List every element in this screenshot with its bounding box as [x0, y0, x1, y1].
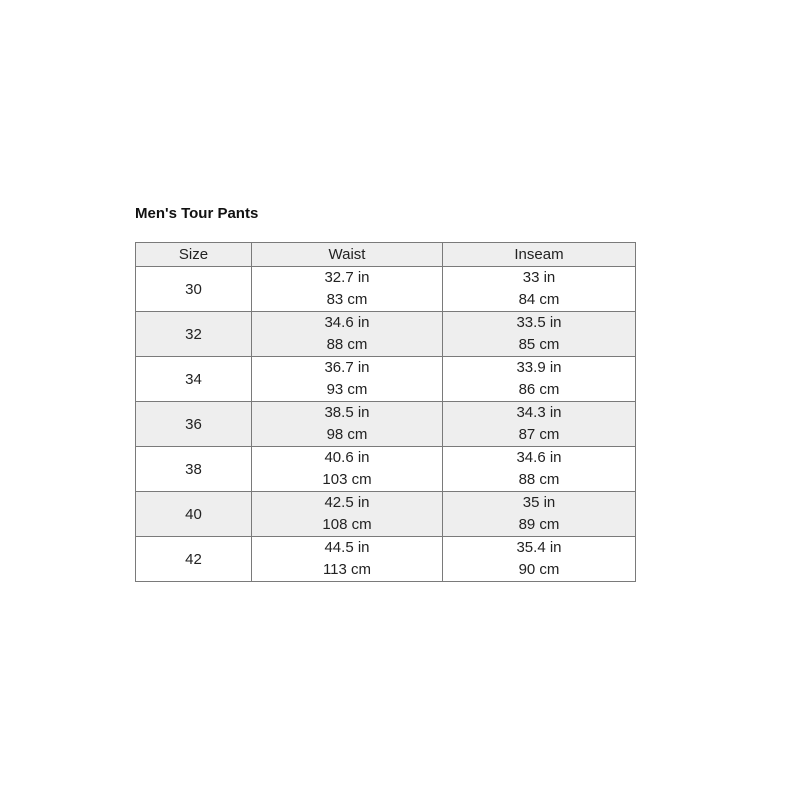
inseam-centimeters: 85 cm: [518, 336, 560, 353]
table-row: [136, 447, 636, 492]
column-header-waist: Waist: [252, 243, 443, 267]
waist-centimeters: 113 cm: [322, 561, 372, 578]
waist-cell: [252, 312, 443, 357]
inseam-inches: 33 in: [522, 269, 556, 286]
inseam-centimeters: 89 cm: [518, 516, 560, 533]
inseam-centimeters: 86 cm: [518, 381, 560, 398]
waist-inches: 42.5 in: [324, 494, 370, 511]
waist-inches: 34.6 in: [324, 314, 370, 331]
table-row: [136, 402, 636, 447]
size-cell: 32: [136, 312, 252, 357]
inseam-inches: 34.3 in: [516, 404, 562, 421]
table-row: [136, 537, 636, 582]
column-header-size: Size: [136, 243, 252, 267]
inseam-inches: 33.5 in: [516, 314, 562, 331]
inseam-cell: [443, 402, 636, 447]
inseam-centimeters: 90 cm: [518, 561, 560, 578]
waist-cell: [252, 267, 443, 312]
table-row: [136, 357, 636, 402]
inseam-centimeters: 87 cm: [518, 426, 560, 443]
inseam-cell: [443, 492, 636, 537]
size-cell: 30: [136, 267, 252, 312]
waist-centimeters: 88 cm: [326, 336, 368, 353]
waist-cell: [252, 492, 443, 537]
size-cell: 34: [136, 357, 252, 402]
waist-inches: 36.7 in: [324, 359, 370, 376]
table-row: [136, 312, 636, 357]
size-cell: 42: [136, 537, 252, 582]
size-chart-table: [135, 242, 636, 582]
waist-cell: [252, 447, 443, 492]
inseam-cell: [443, 357, 636, 402]
inseam-inches: 34.6 in: [516, 449, 562, 466]
waist-centimeters: 98 cm: [326, 426, 368, 443]
size-cell: 40: [136, 492, 252, 537]
waist-inches: 40.6 in: [324, 449, 370, 466]
inseam-inches: 33.9 in: [516, 359, 562, 376]
waist-inches: 44.5 in: [324, 539, 370, 556]
inseam-centimeters: 84 cm: [518, 291, 560, 308]
inseam-cell: [443, 537, 636, 582]
inseam-cell: [443, 447, 636, 492]
inseam-inches: 35.4 in: [516, 539, 562, 556]
inseam-centimeters: 88 cm: [518, 471, 560, 488]
waist-centimeters: 103 cm: [322, 471, 372, 488]
waist-inches: 32.7 in: [324, 269, 370, 286]
waist-inches: 38.5 in: [324, 404, 370, 421]
waist-centimeters: 83 cm: [326, 291, 368, 308]
inseam-cell: [443, 312, 636, 357]
waist-centimeters: 93 cm: [326, 381, 368, 398]
size-cell: 36: [136, 402, 252, 447]
table-row: [136, 492, 636, 537]
size-cell: 38: [136, 447, 252, 492]
waist-cell: [252, 402, 443, 447]
waist-cell: [252, 357, 443, 402]
waist-cell: [252, 537, 443, 582]
table-header-row: [136, 243, 636, 267]
page-title: Men's Tour Pants: [135, 205, 259, 222]
column-header-inseam: Inseam: [443, 243, 636, 267]
inseam-cell: [443, 267, 636, 312]
inseam-inches: 35 in: [522, 494, 556, 511]
waist-centimeters: 108 cm: [322, 516, 372, 533]
table-row: [136, 267, 636, 312]
